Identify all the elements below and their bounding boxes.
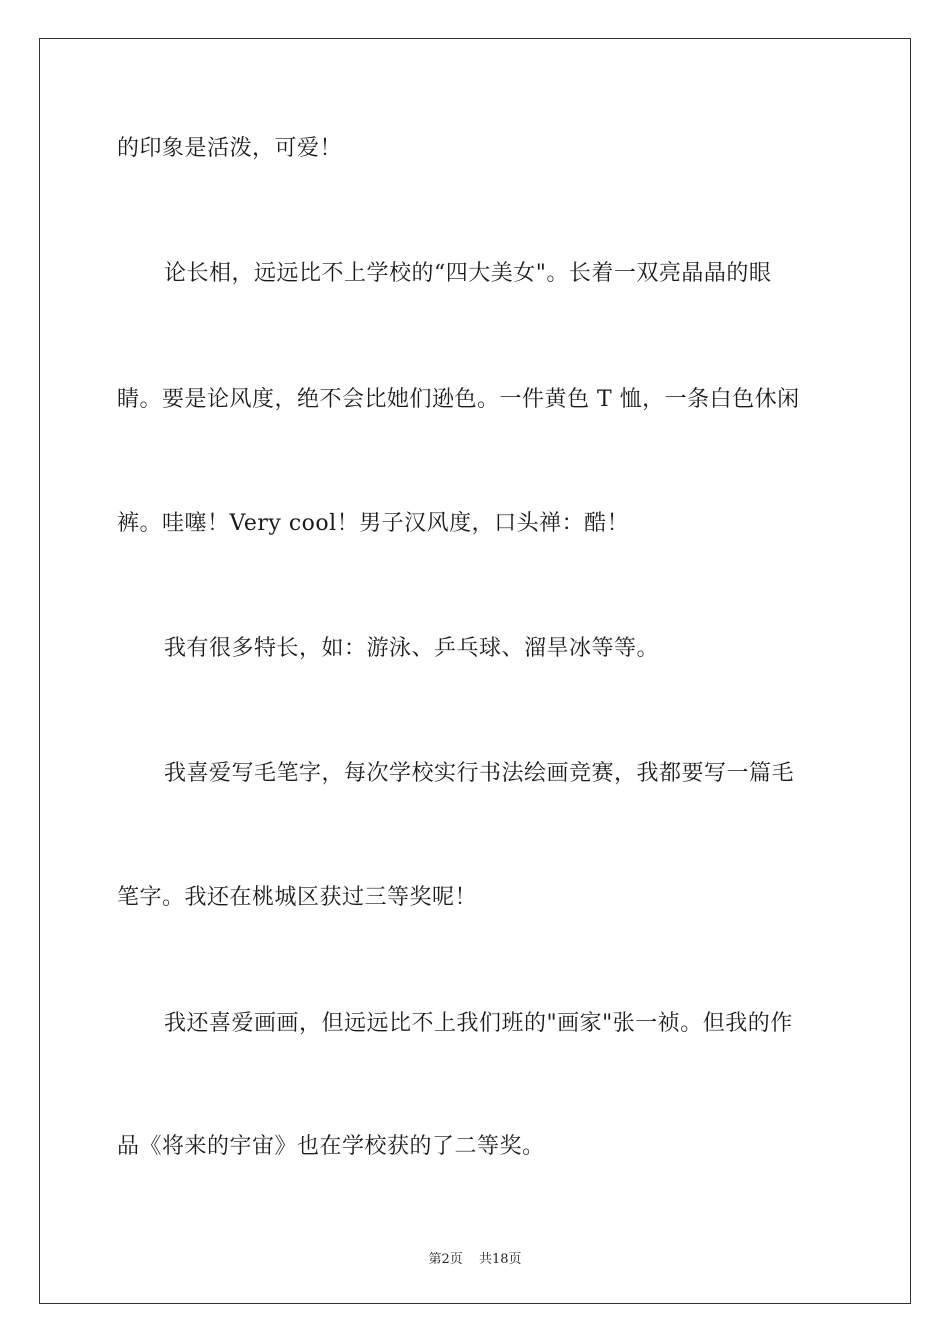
text-line-2: 论长相，远远比不上学校的“四大美女"。长着一双亮晶晶的眼 <box>164 261 772 286</box>
text-line-7: 笔字。我还在桃城区获过三等奖呢！ <box>117 885 478 910</box>
text-line-4: 裤。哇噻！Very cool！男子汉风度，口头禅：酷！ <box>117 511 630 536</box>
text-line-8: 我还喜爱画画，但远远比不上我们班的"画家"张一祯。但我的作 <box>164 1011 793 1036</box>
text-line-5: 我有很多特长，如：游泳、乒乓球、溜旱冰等等。 <box>164 636 660 661</box>
text-line-9: 品《将来的宇宙》也在学校获的了二等奖。 <box>117 1134 545 1159</box>
page-footer <box>0 1248 950 1267</box>
page-number-total: 共18页 <box>478 1252 522 1267</box>
page-border <box>39 38 911 1304</box>
text-line-1: 的印象是活泼，可爱！ <box>117 136 343 161</box>
text-line-3: 睛。要是论风度，绝不会比她们逊色。一件黄色 T 恤，一条白色休闲 <box>117 387 800 412</box>
text-line-6: 我喜爱写毛笔字，每次学校实行书法绘画竞赛，我都要写一篇毛 <box>164 761 795 786</box>
page-number-current: 第2页 <box>428 1252 463 1267</box>
